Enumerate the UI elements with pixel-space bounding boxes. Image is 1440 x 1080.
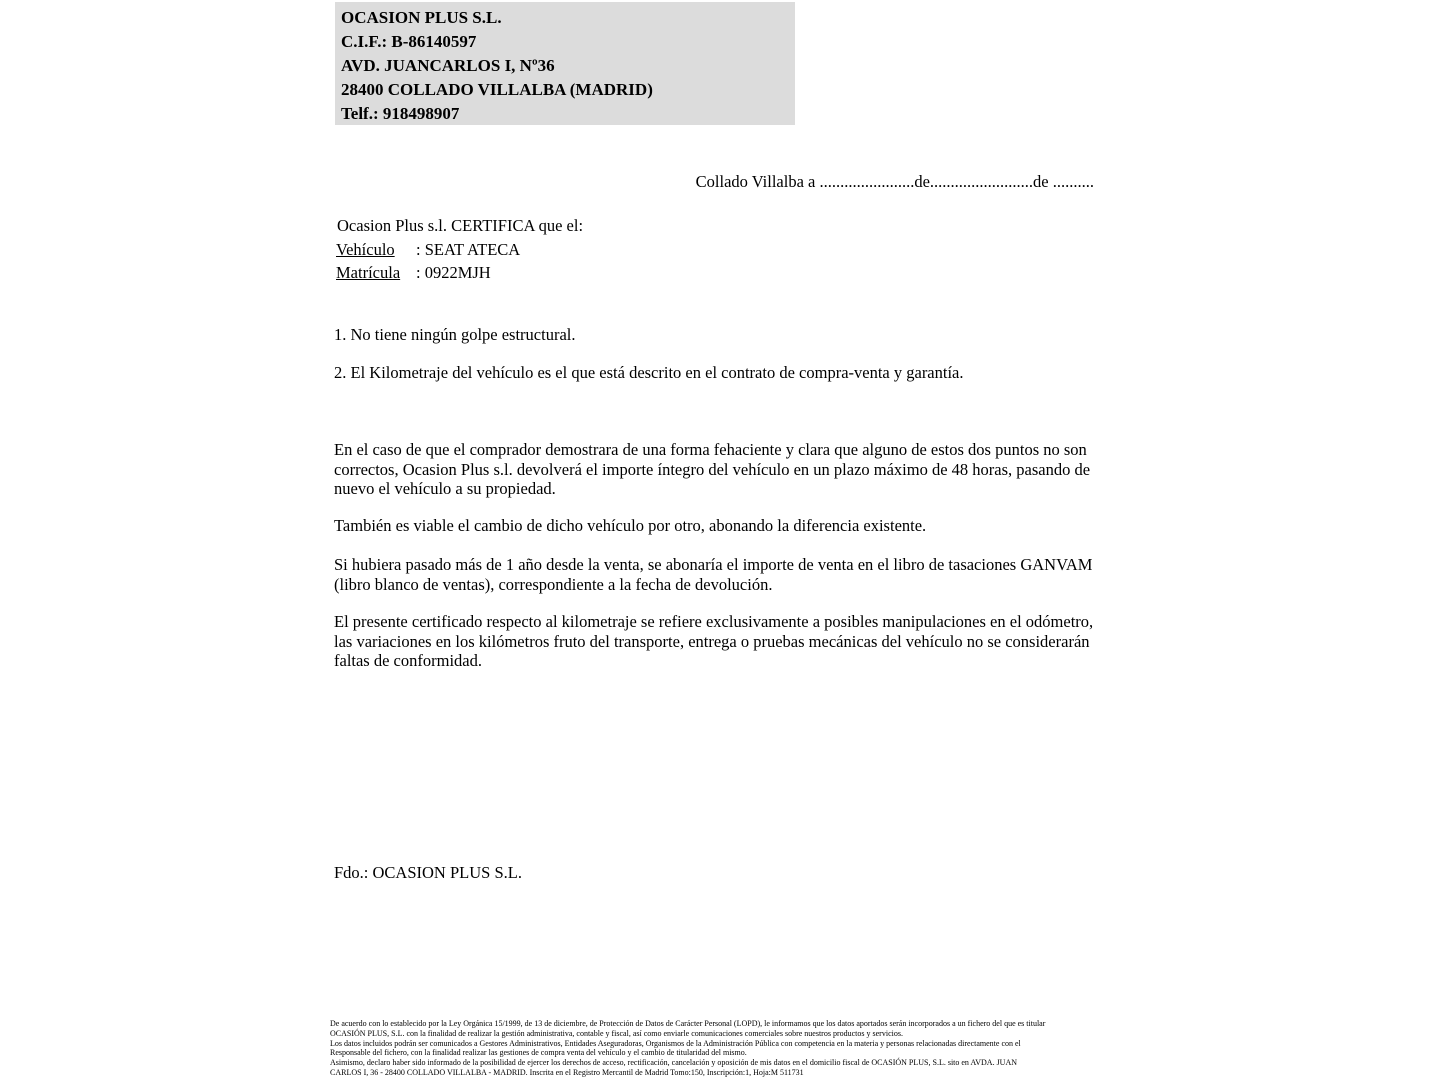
paragraph-ganvam-valuation: Si hubiera pasado más de 1 año desde la venta, se abonaría el importe de venta en el libro de tasaciones GANVAM (libro blanco de ventas), correspondiente a la fecha de devolución. (334, 555, 1093, 594)
legal-line: OCASIÓN PLUS, S.L. con la finalidad de realizar la gestión administrativa, contable y fiscal, así como enviarle comunicaciones comerciales sobre nuestros productos y servicios. (330, 1028, 903, 1038)
vehicle-row (336, 240, 520, 260)
legal-line: Asimismo, declaro haber sido informado de la posibilidad de ejercer los derechos de acceso, rectificación, cancelación y oposición de mis datos en el domicilio fiscal de OCASIÓN PLUS, S.L. sito en AVDA. JUAN (330, 1058, 1018, 1068)
certifica-intro: Ocasion Plus s.l. CERTIFICA que el: (337, 216, 584, 235)
company-cif: C.I.F.: B-86140597 (341, 32, 477, 51)
paragraph-odometer-disclaimer: El presente certificado respecto al kilometraje se refiere exclusivamente a posibles manipulaciones en el odómetro, las variaciones en los kilómetros fruto del transporte, entrega o pruebas mecánicas del vehículo no se considerarán faltas de conformidad. (334, 612, 1094, 670)
company-address: AVD. JUANCARLOS I, Nº36 (341, 56, 555, 75)
company-city: 28400 COLLADO VILLALBA (MADRID) (341, 80, 653, 99)
legal-line: Los datos incluidos podrán ser comunicados a Gestores Administrativos, Entidades Aseguradoras, Organismos de la Administración Pública con competencia en la materia y personas relacionadas directamente con el (330, 1038, 1021, 1048)
signature-line: Fdo.: OCASION PLUS S.L. (334, 863, 522, 882)
date-line: Collado Villalba a .......................de.........................de .......... (695, 172, 1094, 191)
legal-line: De acuerdo con lo establecido por la Ley Orgánica 15/1999, de 13 de diciembre, de Protección de Datos de Carácter Personal (LOPD), le informamos que los datos aportados serán incorporados a un fichero del que es titular (330, 1019, 1046, 1028)
plate-row (336, 263, 491, 283)
legal-line: Responsable del fichero, con la finalidad realizar las gestiones de compra venta del vehículo y el cambio de titularidad del mismo. (330, 1048, 747, 1058)
paragraph-exchange-option: También es viable el cambio de dicho vehículo por otro, abonando la diferencia existente. (334, 516, 927, 535)
vehicle-label: Vehículo (336, 240, 395, 259)
legal-line: CARLOS I, 36 - 28400 COLLADO VILLALBA - MADRID. Inscrita en el Registro Mercantil de Madrid Tomo:150, Inscripción:1, Hoja:M 511731 (330, 1067, 804, 1077)
plate-value: : 0922MJH (416, 263, 491, 282)
plate-label: Matrícula (336, 263, 401, 282)
company-name: OCASION PLUS S.L. (341, 8, 502, 27)
legal-fine-print (330, 1019, 1105, 1078)
company-phone: Telf.: 918498907 (341, 104, 460, 123)
vehicle-value: : SEAT ATECA (416, 240, 521, 259)
certificate-point-2: 2. El Kilometraje del vehículo es el que está descrito en el contrato de compra-venta y garantía. (334, 363, 964, 382)
certificate-point-1: 1. No tiene ningún golpe estructural. (334, 325, 576, 344)
company-header-block (335, 2, 795, 125)
paragraph-refund-policy: En el caso de que el comprador demostrara de una forma fehaciente y clara que alguno de estos dos puntos no son correctos, Ocasion Plus s.l. devolverá el importe íntegro del vehículo en un plazo máximo de 48 horas, pasando de nuevo el vehículo a su propiedad. (334, 440, 1091, 498)
